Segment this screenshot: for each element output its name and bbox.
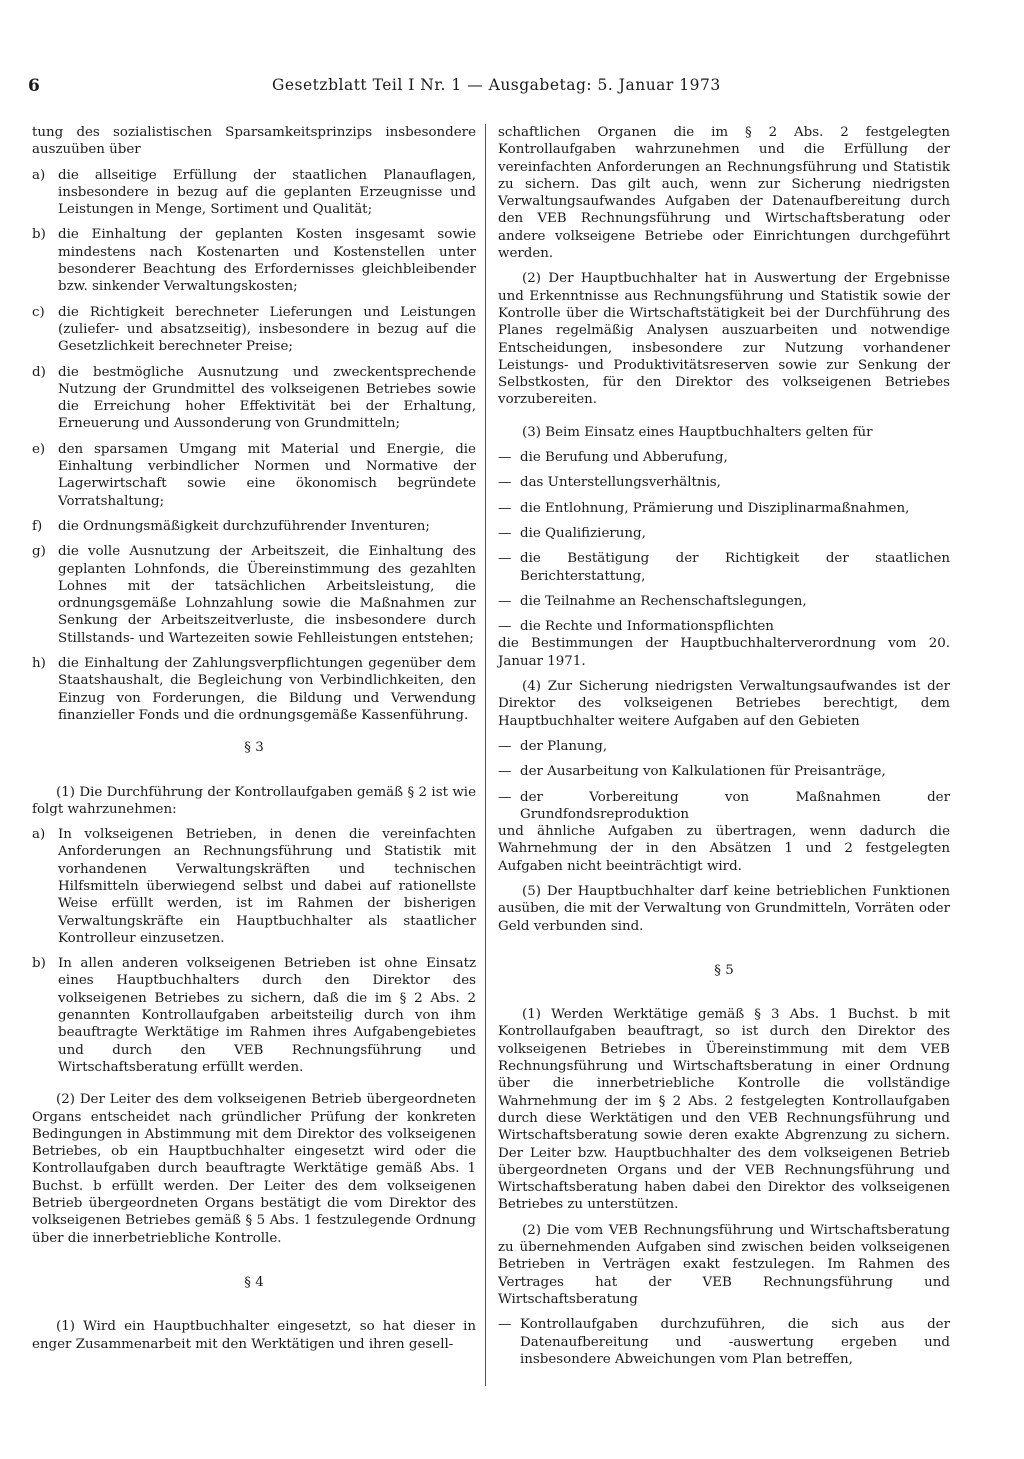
paragraph: die Bestimmungen der Hauptbuchhalterverordnung vom 20. Januar 1971. <box>498 636 950 669</box>
paragraph: (2) Die vom VEB Rechnungsführung und Wirtschaftsberatung zu übernehmenden Aufgaben sind zwischen beiden volkseigenen Betrieben in Verträgen exakt festzulegen. Im Rahmen des Vertrages hat der VEB Rechnungsführung und Wirtschaftsberatung <box>498 1222 950 1307</box>
dash-item: — das Unterstellungsverhältnis, <box>498 475 721 491</box>
column-divider <box>485 124 486 1386</box>
intro-paragraph: tung des sozialistischen Sparsamkeitsprinzips insbesondere auszuüben über <box>32 125 476 158</box>
list-item: f) die Ordnungsmäßigkeit durchzuführender Inventuren; <box>32 518 430 534</box>
paragraph: schaftlichen Organen die im § 2 Abs. 2 festgelegten Kontrollaufgaben wahrzunehmen und die Erfüllung der vereinfachten Anforderungen an Rechnungsführung und Statistik zu sichern. Das gilt auch, wenn zur Sicherung niedrigsten Verwaltungsaufwandes Aufgaben der Datenaufbereitung durch den VEB Rechnungsführung und Wirtschaftsberatung oder andere volkseigene Betriebe oder Einrichtungen durchgeführt werden. <box>498 125 950 262</box>
dash-item: — der Ausarbeitung von Kalkulationen für Preisanträge, <box>498 764 886 780</box>
list-item: e) den sparsamen Umgang mit Material und Energie, die Einhaltung verbindlicher Normen und Normative der Lagerwirtschaft sowie eine ökonomisch begründete Vorratshaltung; <box>32 441 476 509</box>
page-header <box>28 76 984 100</box>
dash-item: — Kontrollaufgaben durchzuführen, die sich aus der Datenaufbereitung und -auswertung ergeben und insbesondere Abweichungen vom Plan betreffen, <box>498 1317 950 1367</box>
paragraph: (2) Der Leiter des dem volkseigenen Betrieb übergeordneten Organs entscheidet nach gründlicher Prüfung der konkreten Bedingungen in Abstimmung mit dem Direktor des volkseigenen Betriebes, ob ein Hauptbuchhalter eingesetzt wird oder die Kontrollaufgaben durch beauftragte Werktätige gemäß Abs. 1 Buchst. b erfüllt werden. Der Leiter des dem volkseigenen Betrieb übergeordneten Organs bestätigt die vom Direktor des volkseigenen Betriebes gemäß § 5 Abs. 1 festzulegende Ordnung über die innerbetriebliche Kontrolle. <box>32 1092 476 1246</box>
dash-item: — die Entlohnung, Prämierung und Disziplinarmaßnahmen, <box>498 500 910 516</box>
section-heading-3: § 3 <box>244 740 264 756</box>
paragraph: (1) Wird ein Hauptbuchhalter eingesetzt, so hat dieser in enger Zusammenarbeit mit den Werktätigen und ihren gesell- <box>32 1319 476 1352</box>
paragraph: (5) Der Hauptbuchhalter darf keine betrieblichen Funktionen ausüben, die mit der Verwaltung von Grundmitteln, Vorräten oder Geld verbunden sind. <box>498 883 950 934</box>
page-number: 6 <box>28 76 40 96</box>
dash-item: — die Rechte und Informationspflichten <box>498 619 774 635</box>
list-item: b) die Einhaltung der geplanten Kosten insgesamt sowie mindestens nach Kostenarten und Kostenstellen unter besonderer Beachtung des Erfordernisses gleichbleibender bzw. sinkender Verwaltungskosten; <box>32 227 476 295</box>
left-column <box>32 124 476 1353</box>
list-item: a) In volkseigenen Betrieben, in denen die vereinfachten Anforderungen an Rechnungsführung und Statistik mit vorhandenen Verwaltungskräften und technischen Hilfsmitteln überwiegend selbst und dabei auf rationellste Weise erfüllt werden, ist im Rahmen der bisherigen Verwaltungskräfte ein Hauptbuchhalter als staatlicher Kontrolleur einzusetzen. <box>32 827 476 946</box>
section-heading-5: § 5 <box>714 962 734 978</box>
paragraph: und ähnliche Aufgaben zu übertragen, wenn dadurch die Wahrnehmung der in den Absätzen 1 und 2 festgelegten Aufgaben nicht beeinträchtigt wird. <box>498 824 950 874</box>
dash-item: — die Berufung und Abberufung, <box>498 450 728 466</box>
list-item: a) die allseitige Erfüllung der staatlichen Planauflagen, insbesondere in bezug auf die geplanten Erzeugnisse und Leistungen in Menge, Sortiment und Qualität; <box>32 167 476 218</box>
list-item: b) In allen anderen volkseigenen Betrieben ist ohne Einsatz eines Hauptbuchhalters durch den Direktor des volkseigenen Betriebes zu sichern, daß die im § 2 Abs. 2 genannten Kontrollaufgaben arbeitsteilig durch von ihm beauftragte Werktätige im Rahmen ihres Aufgabengebietes und durch den VEB Rechnungsführung und Wirtschaftsberatung erfüllt werden. <box>32 956 476 1075</box>
dash-item: — der Planung, <box>498 738 608 754</box>
paragraph: (1) Werden Werktätige gemäß § 3 Abs. 1 Buchst. b mit Kontrollaufgaben beauftragt, so ist durch den Direktor des volkseigenen Betriebes in Übereinstimmung mit dem VEB Rechnungsführung und Wirtschaftsberatung in einer Ordnung über die innerbetriebliche Kontrolle die vollständige Wahrnehmung der im § 2 Abs. 2 festgelegten Kontrollaufgaben durch diese Werktätigen und den VEB Rechnungsführung und Wirtschaftsberatung sowie deren exakte Abgrenzung zu sichern. Der Leiter bzw. Hauptbuchhalter des dem volkseigenen Betrieb übergeordneten Organs und der VEB Rechnungsführung und Wirtschaftsberatung haben dabei den Direktor des volkseigenen Betriebes zu unterstützen. <box>498 1007 950 1213</box>
paragraph: (1) Die Durchführung der Kontrollaufgaben gemäß § 2 ist wie folgt wahrzunehmen: <box>32 784 476 817</box>
dash-item: — der Vorbereitung von Maßnahmen der Grundfondsreproduktion <box>498 789 950 822</box>
list-item: d) die bestmögliche Ausnutzung und zweckentsprechende Nutzung der Grundmittel des volkseigenen Betriebes sowie die Erreichung hoher Effektivität bei der Erhaltung, Erneuerung und Aussonderung von Grundmitteln; <box>32 364 476 432</box>
dash-item: — die Bestätigung der Richtigkeit der staatlichen Berichterstattung, <box>498 551 950 584</box>
section-heading-4: § 4 <box>244 1274 264 1290</box>
dash-item: — die Qualifizierung, <box>498 525 646 541</box>
paragraph: (3) Beim Einsatz eines Hauptbuchhalters gelten für <box>522 424 873 440</box>
paragraph: (4) Zur Sicherung niedrigsten Verwaltungsaufwandes ist der Direktor des volkseigenen Betriebes berechtigt, dem Hauptbuchhalter weitere Aufgaben auf den Gebieten <box>498 679 950 729</box>
dash-item: — die Teilnahme an Rechenschaftslegungen, <box>498 593 807 609</box>
right-column <box>498 124 950 1368</box>
list-item: h) die Einhaltung der Zahlungsverpflichtungen gegenüber dem Staatshaushalt, die Begleichung von Verbindlichkeiten, den Einzug von Forderungen, die Bildung und Verwendung finanzieller Fonds und die ordnungsgemäße Kassenführung. <box>32 656 476 723</box>
paragraph: (2) Der Hauptbuchhalter hat in Auswertung der Ergebnisse und Erkenntnisse aus Rechnungsführung und Statistik sowie der Kontrolle über die Wirtschaftstätigkeit bei der Durchführung des Planes regelmäßig Analysen auszuarbeiten und notwendige Entscheidungen, insbesondere zur Nutzung vorhandener Leistungs- und Produktivitätsreserven sowie zur Senkung der Selbstkosten, für den Direktor des volkseigenen Betriebes vorzubereiten. <box>498 271 950 408</box>
page-title: Gesetzblatt Teil I Nr. 1 — Ausgabetag: 5. Januar 1973 <box>272 76 721 94</box>
list-item: g) die volle Ausnutzung der Arbeitszeit, die Einhaltung des geplanten Lohnfonds, die Übereinstimmung des gezahlten Lohnes mit der tatsächlichen Arbeitsleistung, die ordnungsgemäße Lohnzahlung sowie die Maßnahmen zur Senkung der Arbeitszeitverluste, die insbesondere durch Stillstands- und Wartezeiten sowie Fehlleistungen entstehen; <box>32 544 476 646</box>
list-item: c) die Richtigkeit berechneter Lieferungen und Leistungen (zuliefer- und absatzseitig), insbesondere in bezug auf die Gesetzlichkeit berechneter Preise; <box>32 304 476 355</box>
